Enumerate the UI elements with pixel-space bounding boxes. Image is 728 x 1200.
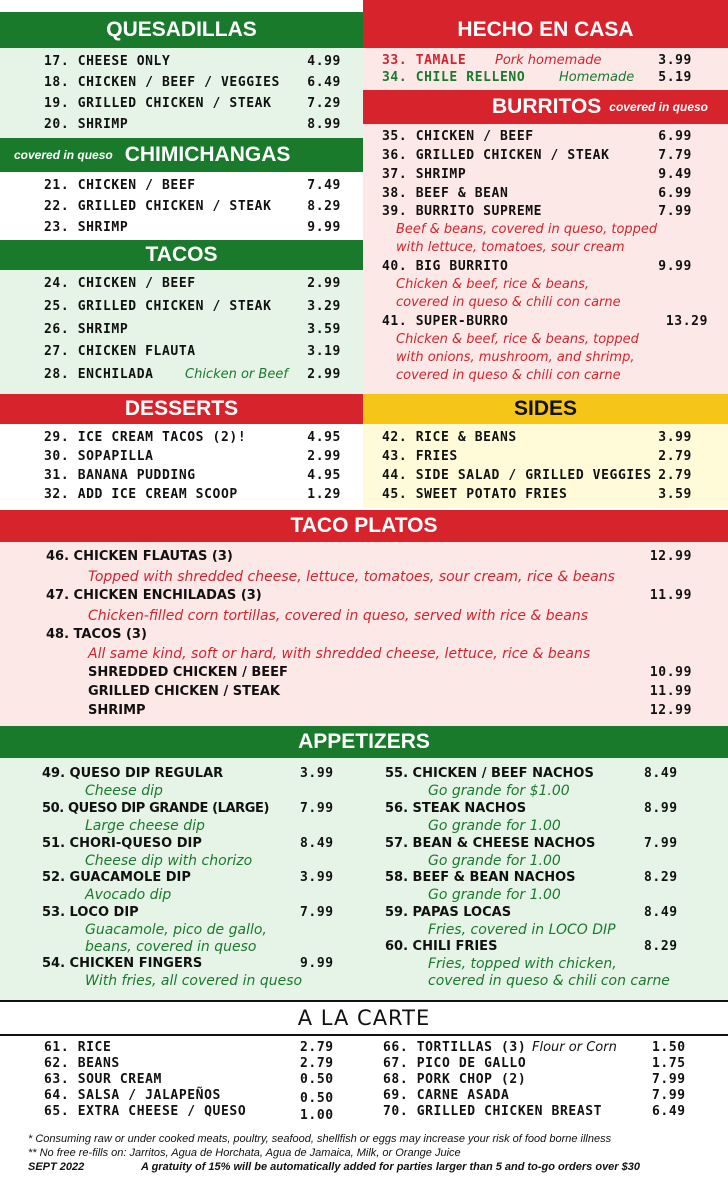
chimichangas-panel (0, 172, 363, 240)
menu-price: 5.19 (658, 70, 692, 85)
menu-price: 8.29 (307, 199, 341, 214)
menu-item: 28. ENCHILADA (44, 367, 154, 382)
menu-price: 7.49 (307, 178, 341, 193)
menu-price: 8.29 (644, 870, 678, 885)
chimichangas-note: covered in queso (14, 148, 113, 162)
footer-disclaimer: * Consuming raw or under cooked meats, poultry, seafood, shellfish or eggs may increase your risk of food borne illness (28, 1133, 612, 1145)
menu-item: 61. RICE (44, 1040, 112, 1055)
menu-item: 48. TACOS (3) (46, 627, 147, 642)
menu-price: 8.49 (644, 766, 678, 781)
menu-price: 7.99 (652, 1088, 686, 1103)
menu-desc: With fries, all covered in queso (85, 973, 303, 989)
chimichangas-header (0, 138, 363, 172)
menu-item: 59. PAPAS LOCAS (385, 905, 512, 920)
appetizers-panel (0, 758, 728, 1000)
menu-price: 8.49 (644, 905, 678, 920)
menu-desc: Beef & beans, covered in queso, topped (396, 222, 658, 237)
menu-price: 2.99 (307, 367, 341, 382)
menu-price: 7.79 (658, 148, 692, 163)
menu-price: 6.99 (658, 186, 692, 201)
menu-item: 58. BEEF & BEAN NACHOS (385, 870, 576, 885)
menu-desc: Chicken & beef, rice & beans, (396, 277, 589, 292)
menu-item: 33. TAMALE (382, 53, 467, 68)
menu-note: Homemade (559, 70, 635, 85)
carte-header (0, 1002, 728, 1034)
menu-price: 11.99 (649, 588, 692, 603)
menu-item: 54. CHICKEN FINGERS (42, 956, 203, 971)
menu-price: 2.79 (658, 468, 692, 483)
menu-desc: Cheese dip (85, 783, 163, 799)
menu-price: 7.29 (307, 96, 341, 111)
menu-item: 60. CHILI FRIES (385, 939, 498, 954)
carte-title: A LA CARTE (297, 1006, 431, 1030)
menu-item: 53. LOCO DIP (42, 905, 139, 920)
menu-desc: Go grande for $1.00 (428, 783, 570, 799)
menu-item: 52. GUACAMOLE DIP (42, 870, 191, 885)
menu-price: 8.99 (644, 801, 678, 816)
menu-item: 42. RICE & BEANS (382, 430, 517, 445)
hecho-title: HECHO EN CASA (457, 18, 634, 41)
menu-price: 7.99 (300, 801, 334, 816)
menu-desc: Avocado dip (85, 887, 172, 903)
menu-price: 3.19 (307, 344, 341, 359)
menu-price: 1.75 (652, 1056, 686, 1071)
menu-item: 43. FRIES (382, 449, 458, 464)
menu-price: 1.00 (300, 1108, 334, 1123)
menu-item: 32. ADD ICE CREAM SCOOP (44, 487, 238, 502)
menu-item: 35. CHICKEN / BEEF (382, 129, 534, 144)
burritos-note: covered in queso (609, 100, 708, 114)
menu-price: 3.99 (658, 430, 692, 445)
menu-subitem: SHRIMP (88, 703, 146, 718)
menu-item: 70. GRILLED CHICKEN BREAST (383, 1104, 603, 1119)
menu-price: 6.49 (652, 1104, 686, 1119)
menu-price: 9.99 (300, 956, 334, 971)
menu-item: 45. SWEET POTATO FRIES (382, 487, 568, 502)
menu-item: 63. SOUR CREAM (44, 1072, 162, 1087)
menu-item: 38. BEEF & BEAN (382, 186, 509, 201)
menu-price: 3.59 (307, 322, 341, 337)
footer-date: SEPT 2022 (28, 1161, 85, 1173)
chimichangas-title: CHIMICHANGAS (124, 143, 291, 166)
appetizers-header (0, 726, 728, 758)
menu-desc: covered in queso & chili con carne (428, 973, 670, 989)
menu-price: 12.99 (649, 549, 692, 564)
menu-desc: Fries, covered in LOCO DIP (428, 922, 616, 938)
tacos-title: TACOS (145, 243, 218, 266)
menu-desc: Fries, topped with chicken, (428, 956, 617, 972)
menu-price: 3.29 (307, 299, 341, 314)
menu-item: 39. BURRITO SUPREME (382, 204, 543, 219)
menu-item: 55. CHICKEN / BEEF NACHOS (385, 766, 594, 781)
menu-desc: beans, covered in queso (85, 939, 257, 955)
menu-price: 7.99 (300, 905, 334, 920)
menu-item: 20. SHRIMP (44, 117, 129, 132)
menu-price: 4.95 (307, 430, 341, 445)
menu-item: 67. PICO DE GALLO (383, 1056, 527, 1071)
menu-note: Pork homemade (495, 53, 602, 68)
menu-item: 25. GRILLED CHICKEN / STEAK (44, 299, 272, 314)
menu-price: 0.50 (300, 1091, 334, 1106)
menu-price: 3.99 (300, 766, 334, 781)
menu-item: 37. SHRIMP (382, 167, 467, 182)
menu-item: 40. BIG BURRITO (382, 259, 509, 274)
menu-item: 41. SUPER-BURRO (382, 314, 509, 329)
menu-item: 18. CHICKEN / BEEF / VEGGIES (44, 75, 280, 90)
platos-title: TACO PLATOS (290, 514, 438, 537)
menu-item: 68. PORK CHOP (2) (383, 1072, 527, 1087)
menu-price: 2.79 (300, 1056, 334, 1071)
menu-item: 27. CHICKEN FLAUTA (44, 344, 196, 359)
menu-price: 8.29 (644, 939, 678, 954)
footer-refills: ** No free re-fills on: Jarritos, Agua de Horchata, Agua de Jamaica, Milk, or Orange Juice (28, 1147, 461, 1159)
menu-item: 49. QUESO DIP REGULAR (42, 766, 224, 781)
menu-price: 6.99 (658, 129, 692, 144)
menu-item: 26. SHRIMP (44, 322, 129, 337)
menu-item: 23. SHRIMP (44, 220, 129, 235)
menu-price: 13.29 (665, 314, 708, 329)
menu-item: 64. SALSA / JALAPEÑOS (44, 1088, 221, 1103)
menu-price: 4.95 (307, 468, 341, 483)
menu-note: Chicken or Beef (185, 367, 288, 382)
menu-desc: Large cheese dip (85, 818, 205, 834)
menu-price: 2.79 (658, 449, 692, 464)
menu-item: 17. CHEESE ONLY (44, 54, 171, 69)
menu-item: 51. CHORI-QUESO DIP (42, 836, 202, 851)
sides-header (363, 394, 728, 424)
menu-item: 65. EXTRA CHEESE / QUESO (44, 1104, 247, 1119)
menu-price: 7.99 (644, 836, 678, 851)
menu-item: 47. CHICKEN ENCHILADAS (3) (46, 588, 262, 603)
menu-price: 9.99 (658, 259, 692, 274)
menu-item: 21. CHICKEN / BEEF (44, 178, 196, 193)
menu-subitem: SHREDDED CHICKEN / BEEF (88, 665, 288, 680)
menu-price: 3.99 (300, 870, 334, 885)
menu-desc: covered in queso & chili con carne (396, 295, 621, 310)
menu-price: 2.99 (307, 276, 341, 291)
menu-item: 24. CHICKEN / BEEF (44, 276, 196, 291)
menu-price: 6.49 (307, 75, 341, 90)
menu-item: 30. SOPAPILLA (44, 449, 154, 464)
menu-item: 36. GRILLED CHICKEN / STEAK (382, 148, 610, 163)
menu-price: 2.79 (300, 1040, 334, 1055)
menu-price: 9.99 (307, 220, 341, 235)
menu-item: 46. CHICKEN FLAUTAS (3) (46, 549, 233, 564)
tacos-header (0, 240, 363, 270)
carte-panel (0, 1036, 728, 1128)
sides-panel (363, 424, 728, 508)
menu-price: 3.99 (658, 53, 692, 68)
menu-desc: with lettuce, tomatoes, sour cream (396, 240, 625, 255)
menu-subitem: GRILLED CHICKEN / STEAK (88, 684, 280, 699)
menu-desc: Guacamole, pico de gallo, (85, 922, 267, 938)
menu-item: 19. GRILLED CHICKEN / STEAK (44, 96, 272, 111)
menu-note: Flour or Corn (532, 1040, 617, 1055)
menu-desc: Cheese dip with chorizo (85, 853, 253, 869)
menu-desc: covered in queso & chili con carne (396, 368, 621, 383)
menu-price: 1.29 (307, 487, 341, 502)
menu-item: 57. BEAN & CHEESE NACHOS (385, 836, 596, 851)
tacos-panel (0, 270, 363, 394)
menu-price: 3.59 (658, 487, 692, 502)
menu-desc: All same kind, soft or hard, with shredded cheese, lettuce, rice & beans (88, 646, 591, 662)
desserts-panel (0, 424, 363, 508)
menu-item: 66. TORTILLAS (3) (383, 1040, 527, 1055)
menu-item: 50. QUESO DIP GRANDE (LARGE) (42, 801, 270, 816)
hecho-header (363, 0, 728, 48)
menu-price: 10.99 (649, 665, 692, 680)
hecho-panel (363, 48, 728, 90)
menu-item: 44. SIDE SALAD / GRILLED VEGGIES (382, 468, 652, 483)
menu-item: 62. BEANS (44, 1056, 120, 1071)
menu-desc: Go grande for 1.00 (428, 887, 561, 903)
menu-item: 34. CHILE RELLENO (382, 70, 526, 85)
menu-price: 4.99 (307, 54, 341, 69)
menu-price: 8.49 (300, 836, 334, 851)
menu-price: 11.99 (649, 684, 692, 699)
sides-title: SIDES (513, 397, 578, 420)
burritos-panel (363, 124, 728, 394)
platos-header (0, 510, 728, 542)
menu-item: 31. BANANA PUDDING (44, 468, 196, 483)
appetizers-title: APPETIZERS (298, 730, 430, 753)
desserts-title: DESSERTS (124, 397, 239, 420)
menu-desc: Chicken & beef, rice & beans, topped (396, 332, 639, 347)
menu-desc: Topped with shredded cheese, lettuce, tomatoes, sour cream, rice & beans (88, 569, 615, 585)
menu-item: 56. STEAK NACHOS (385, 801, 527, 816)
burritos-header (363, 90, 728, 124)
quesadillas-header (0, 12, 363, 48)
menu-price: 7.99 (658, 204, 692, 219)
menu-price: 8.99 (307, 117, 341, 132)
quesadillas-panel (0, 48, 363, 138)
menu-desc: Go grande for 1.00 (428, 853, 561, 869)
menu-price: 2.99 (307, 449, 341, 464)
quesadillas-title: QUESADILLAS (106, 18, 257, 41)
menu-desc: Go grande for 1.00 (428, 818, 561, 834)
menu-desc: with onions, mushroom, and shrimp, (396, 350, 635, 365)
menu-item: 22. GRILLED CHICKEN / STEAK (44, 199, 272, 214)
menu-item: 69. CARNE ASADA (383, 1088, 510, 1103)
platos-panel (0, 542, 728, 726)
menu-price: 12.99 (649, 703, 692, 718)
menu-price: 9.49 (658, 167, 692, 182)
menu-price: 0.50 (300, 1072, 334, 1087)
burritos-title: BURRITOS (492, 95, 602, 118)
menu-item: 29. ICE CREAM TACOS (2)! (44, 430, 247, 445)
menu-desc: Chicken-filled corn tortillas, covered in queso, served with rice & beans (88, 608, 589, 624)
menu-price: 1.50 (652, 1040, 686, 1055)
menu-price: 7.99 (652, 1072, 686, 1087)
desserts-header (0, 394, 363, 424)
footer-gratuity: A gratuity of 15% will be automatically added for parties larger than 5 and to-go orders over $30 (141, 1161, 640, 1173)
